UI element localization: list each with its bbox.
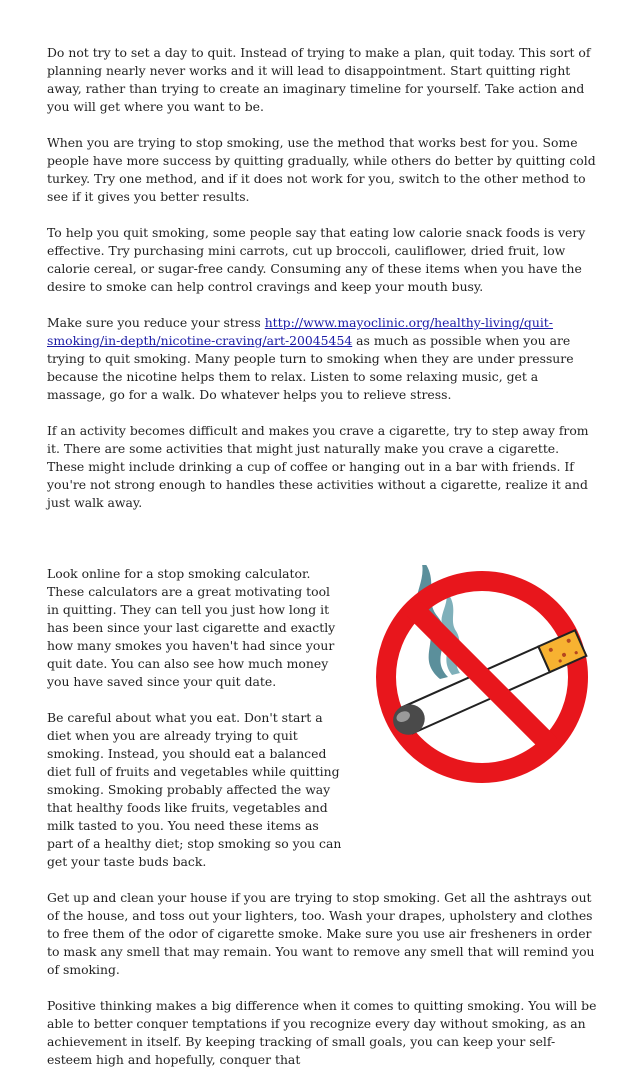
paragraph-diet: Be careful about what you eat. Don't start a diet when you are already trying to quit smoking. Instead, you should eat a balanced diet full of fruits and vegetables while quitting smoking. Smoking probably affected the way that healthy foods like fruits, vegetables and milk tasted to you. You need these items as part of a healthy diet; stop smoking so you can get your taste buds back.: [47, 710, 342, 869]
paragraph-stress: [47, 314, 600, 404]
mayoclinic-link[interactable]: http://www.mayoclinic.org/healthy-living/quit-smoking/in-depth/nicotine-craving/art-20045454: [47, 315, 553, 348]
paragraph-quit-today: Do not try to set a day to quit. Instead of trying to make a plan, quit today. This sort of planning nearly never works and it will lead to disappointment. Start quitting right away, rather than trying to create an imaginary timeline for yourself. Take action and you will get where you want to be.: [47, 45, 591, 114]
stress-lead-text: Make sure you reduce your stress: [47, 315, 265, 330]
stress-rest-text: as much as possible when you are trying to quit smoking. Many people turn to smoking when they are under pressure because the nicotine helps them to relax. Listen to some relaxing music, get a massage, go for a walk. Do whatever helps you to relieve stress.: [47, 333, 574, 402]
paragraph-activity: If an activity becomes difficult and makes you crave a cigarette, try to step away from it. There are some activities that might just naturally make you crave a cigarette. These might include drinking a cup of coffee or hanging out in a bar with friends. If you're not strong enough to handles these activities without a cigarette, realize it and just walk away.: [47, 423, 589, 510]
no-smoking-image: [352, 565, 600, 787]
no-smoking-icon: [352, 565, 600, 787]
paragraph-positive-thinking: Positive thinking makes a big difference when it comes to quitting smoking. You will be able to better conquer temptations if you recognize every day without smoking, as an achievement in itself. By keeping tracking of small goals, you can keep your self-esteem high and hopefully, conquer that: [47, 998, 597, 1067]
paragraph-calculator: Look online for a stop smoking calculator. These calculators are a great motivating tool in quitting. They can tell you just how long it has been since your last cigarette and exactly how many smokes you haven't had since your quit date. You can also see how much money you have saved since your quit date.: [47, 566, 336, 689]
paragraph-clean-house: Get up and clean your house if you are trying to stop smoking. Get all the ashtrays out of the house, and toss out your lighters, too. Wash your drapes, upholstery and clothes to free them of the odor of cigarette smoke. Make sure you use air fresheners in order to mask any smell that may remain. You want to remove any smell that will remind you of smoking.: [47, 890, 595, 977]
paragraph-snack-foods: To help you quit smoking, some people say that eating low calorie snack foods is very effective. Try purchasing mini carrots, cut up broccoli, cauliflower, dried fruit, low calorie cereal, or sugar-free candy. Consuming any of these items when you have the desire to smoke can help control cravings and keep your mouth busy.: [47, 225, 586, 294]
paragraph-method: When you are trying to stop smoking, use the method that works best for you. Some people have more success by quitting gradually, while others do better by quitting cold turkey. Try one method, and if it does not work for you, switch to the other method to see if it gives you better results.: [47, 135, 596, 204]
section-gap: [47, 530, 600, 565]
image-text-block: [47, 565, 600, 889]
